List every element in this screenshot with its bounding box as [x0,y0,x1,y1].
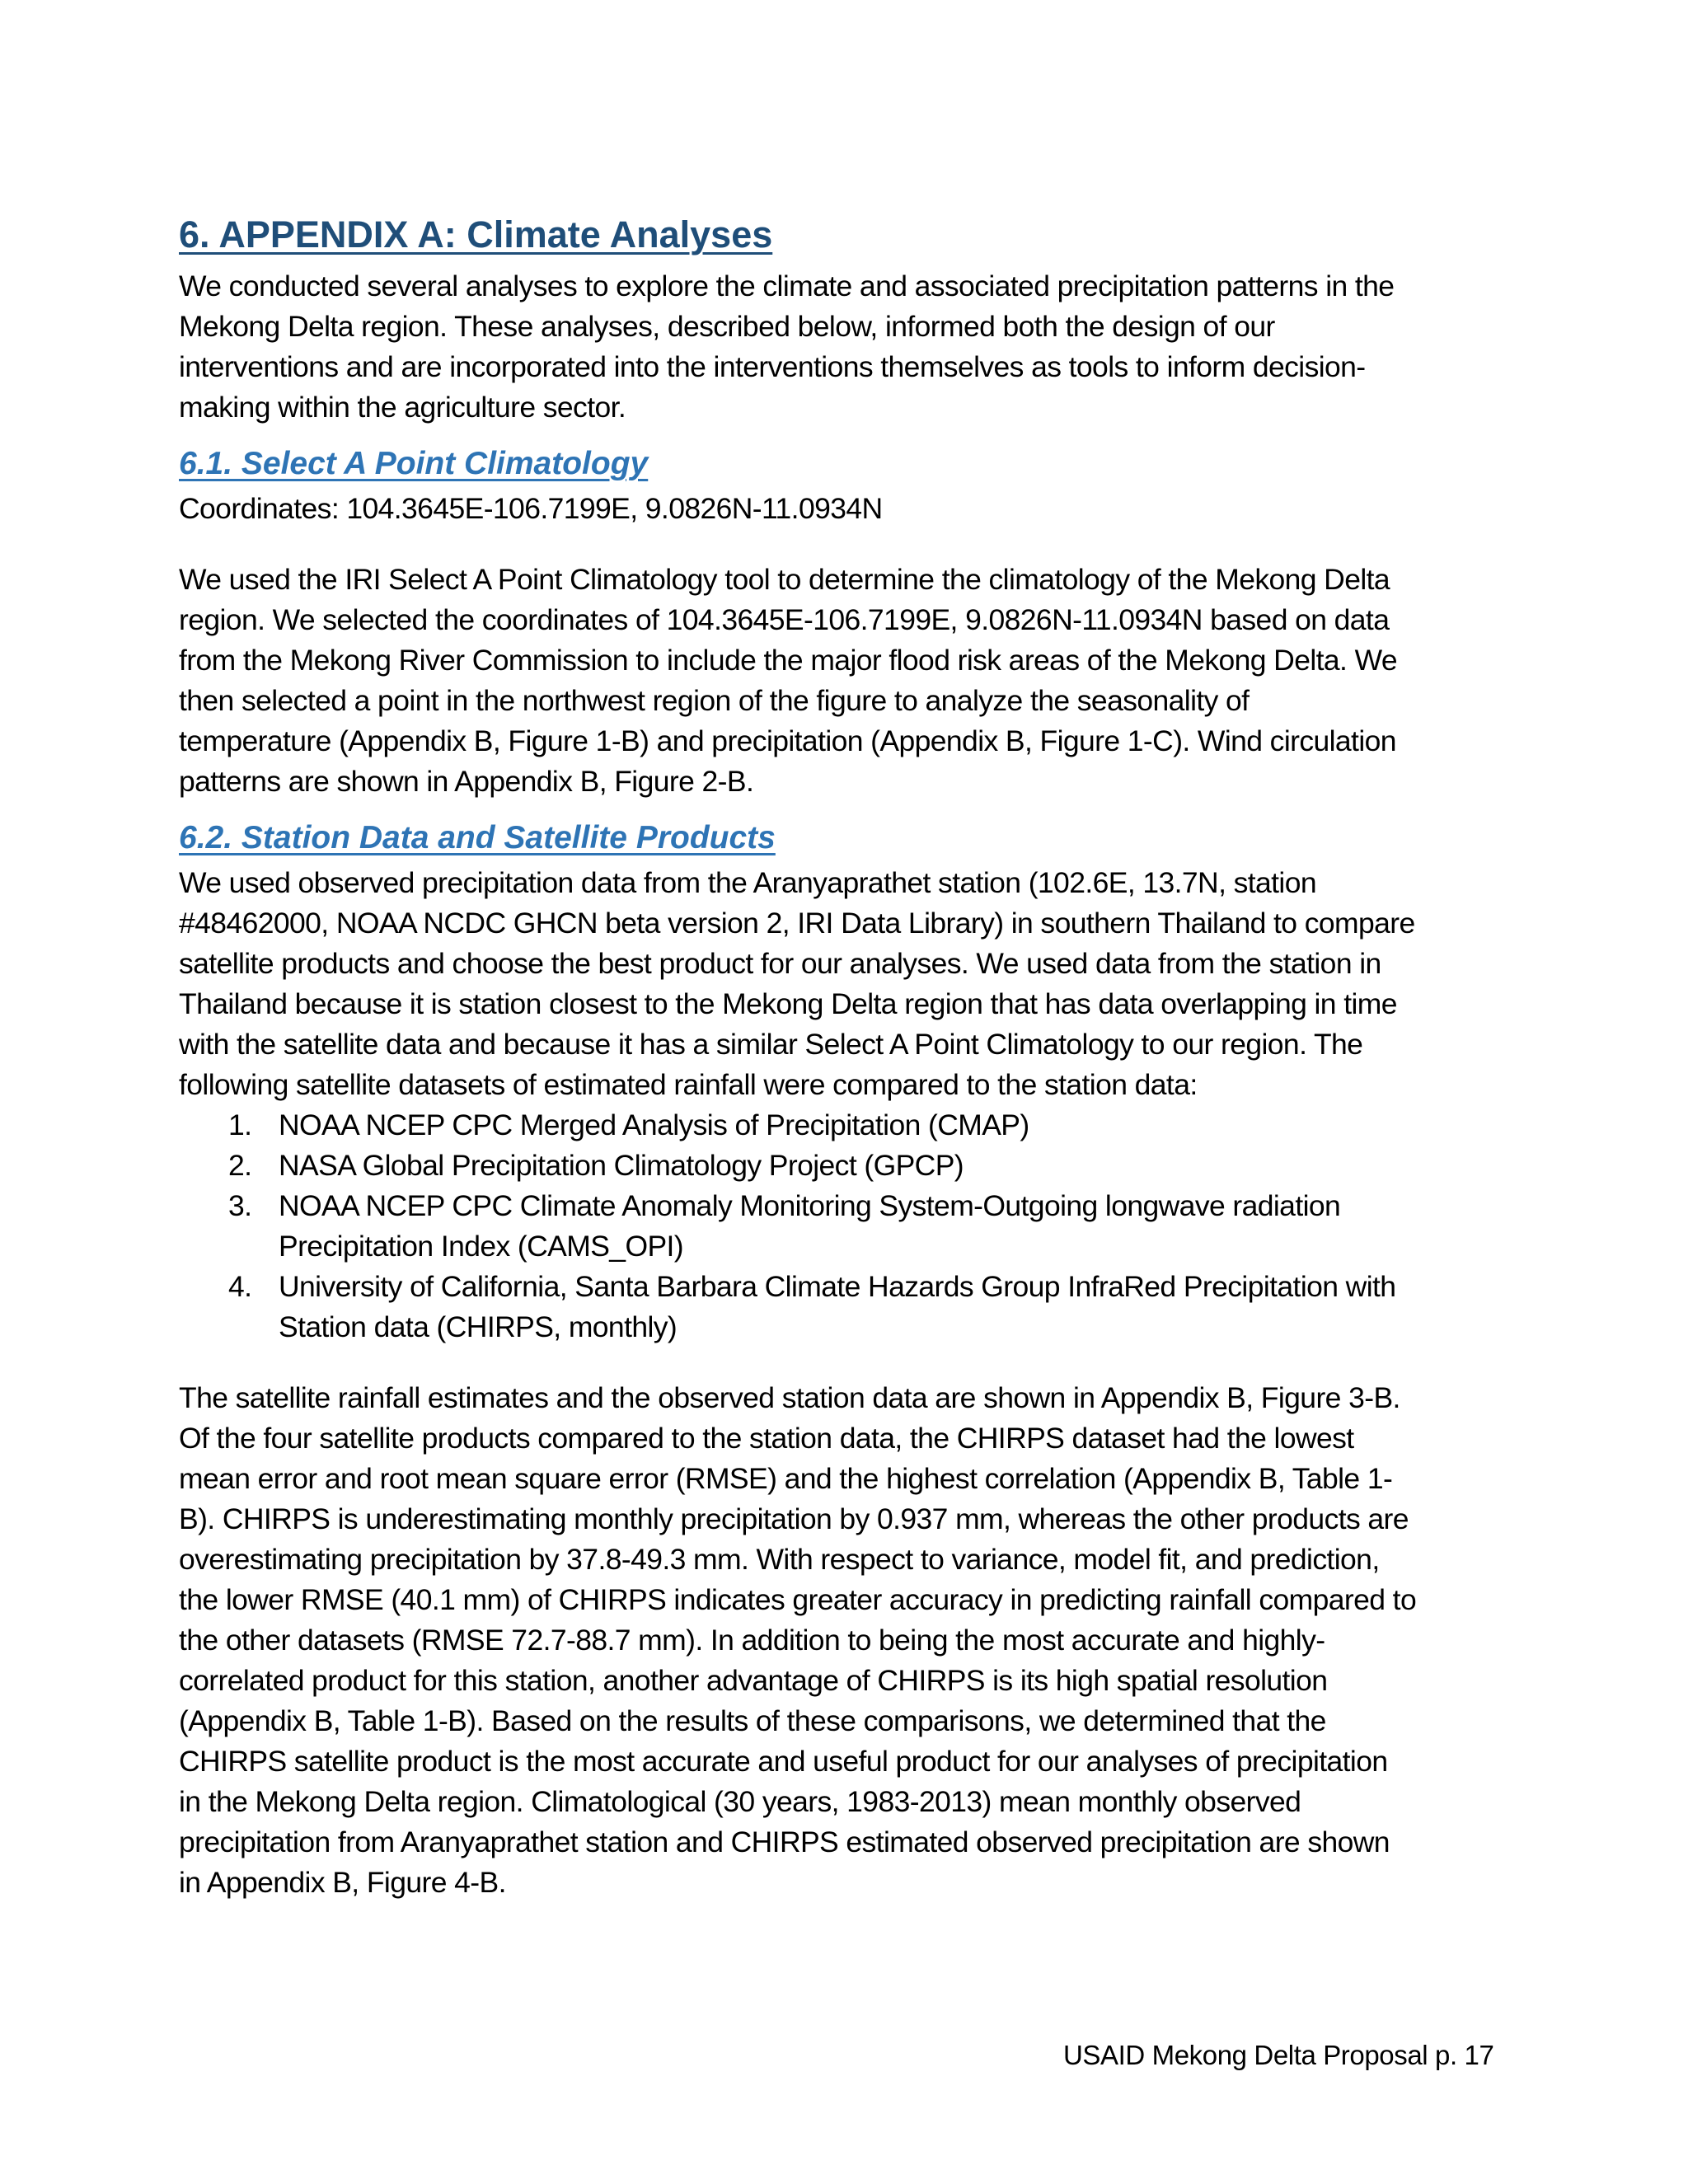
list-item-number: 4. [228,1270,252,1303]
text-line: making within the agriculture sector. [179,391,626,424]
text-line: Thailand because it is station closest to the Mekong Delta region that has data overlapping in time [179,987,1397,1020]
section-6-1-heading: 6.1. Select A Point Climatology [179,446,649,481]
section-6-2-heading: 6.2. Station Data and Satellite Products [179,820,776,855]
text-line: patterns are shown in Appendix B, Figure 2-B. [179,765,754,798]
text-line: temperature (Appendix B, Figure 1-B) and precipitation (Appendix B, Figure 1-C). Wind circulation [179,724,1396,757]
document-page [179,210,1514,1903]
list-item-text: Station data (CHIRPS, monthly) [279,1310,678,1343]
text-line: in the Mekong Delta region. Climatological (30 years, 1983-2013) mean monthly observed [179,1785,1301,1818]
text-line: B). CHIRPS is underestimating monthly precipitation by 0.937 mm, whereas the other products are [179,1502,1409,1535]
list-item-text: NOAA NCEP CPC Climate Anomaly Monitoring System-Outgoing longwave radiation [279,1189,1341,1222]
text-line: We used observed precipitation data from the Aranyaprathet station (102.6E, 13.7N, station [179,866,1317,899]
text-line: Mekong Delta region. These analyses, described below, informed both the design of our [179,310,1275,343]
satellite-datasets-list [179,1105,1514,1347]
text-line: The satellite rainfall estimates and the observed station data are shown in Appendix B, Figure 3-B. [179,1381,1400,1414]
text-line: region. We selected the coordinates of 104.3645E-106.7199E, 9.0826N-11.0934N based on data [179,603,1390,636]
text-line: following satellite datasets of estimated rainfall were compared to the station data: [179,1068,1198,1101]
text-line: with the satellite data and because it has a similar Select A Point Climatology to our region. The [179,1028,1363,1061]
list-item-number: 3. [228,1189,252,1222]
section-6-2-paragraph-2 [179,1378,1514,1903]
text-line: satellite products and choose the best product for our analyses. We used data from the station in [179,947,1381,980]
text-line: overestimating precipitation by 37.8-49.3 mm. With respect to variance, model fit, and prediction, [179,1543,1380,1576]
text-line: in Appendix B, Figure 4-B. [179,1866,506,1899]
list-item-text: Precipitation Index (CAMS_OPI) [279,1230,684,1263]
page-footer: USAID Mekong Delta Proposal p. 17 [1063,2040,1494,2070]
list-item [179,1146,1514,1186]
list-item [179,1186,1514,1267]
section-6-intro-paragraph [179,266,1514,428]
list-item [179,1105,1514,1146]
list-item-text: NOAA NCEP CPC Merged Analysis of Precipitation (CMAP) [279,1108,1029,1141]
text-line: the other datasets (RMSE 72.7-88.7 mm). In addition to being the most accurate and highly- [179,1624,1325,1657]
list-item-text: University of California, Santa Barbara Climate Hazards Group InfraRed Precipitation with [279,1270,1396,1303]
text-line: Of the four satellite products compared to the station data, the CHIRPS dataset had the lowest [179,1422,1354,1455]
text-line: precipitation from Aranyaprathet station and CHIRPS estimated observed precipitation are shown [179,1825,1390,1858]
section-6-1-paragraph [179,560,1514,802]
text-line: #48462000, NOAA NCDC GHCN beta version 2, IRI Data Library) in southern Thailand to compare [179,907,1415,940]
list-item-number: 1. [228,1108,252,1141]
text-line: CHIRPS satellite product is the most accurate and useful product for our analyses of precipitation [179,1745,1388,1778]
text-line: correlated product for this station, another advantage of CHIRPS is its high spatial resolution [179,1664,1328,1697]
section-6-2-paragraph-1 [179,863,1514,1105]
text-line: (Appendix B, Table 1-B). Based on the results of these comparisons, we determined that the [179,1704,1326,1737]
text-line: then selected a point in the northwest region of the figure to analyze the seasonality of [179,684,1250,717]
text-line: We conducted several analyses to explore the climate and associated precipitation patterns in the [179,269,1395,302]
text-line: We used the IRI Select A Point Climatology tool to determine the climatology of the Mekong Delta [179,563,1390,596]
list-item-number: 2. [228,1149,252,1182]
text-line: mean error and root mean square error (RMSE) and the highest correlation (Appendix B, Table 1- [179,1462,1393,1495]
text-line: from the Mekong River Commission to include the major flood risk areas of the Mekong Delta. We [179,644,1397,677]
coordinates-line: Coordinates: 104.3645E-106.7199E, 9.0826N-11.0934N [179,492,883,525]
list-item [179,1267,1514,1347]
list-item-text: NASA Global Precipitation Climatology Project (GPCP) [279,1149,964,1182]
text-line: the lower RMSE (40.1 mm) of CHIRPS indicates greater accuracy in predicting rainfall compared to [179,1583,1417,1616]
text-line: interventions and are incorporated into the interventions themselves as tools to inform decision- [179,350,1366,383]
section-6-heading: 6. APPENDIX A: Climate Analyses [179,213,773,255]
